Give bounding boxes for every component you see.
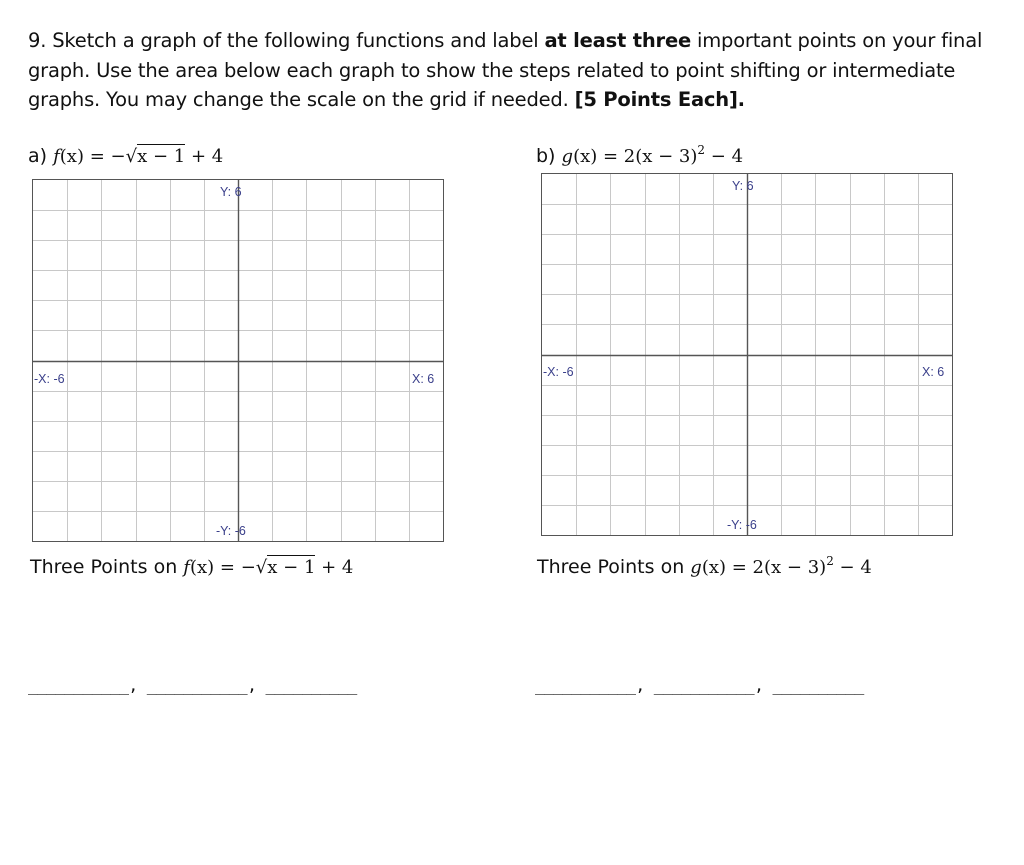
graph-b-y-min-label: -Y: -6 bbox=[727, 518, 757, 532]
problem-b-formula bbox=[561, 143, 744, 167]
points-label-b-exponent: 2 bbox=[826, 554, 834, 568]
graph-b-y-max-label: Y: 6 bbox=[732, 179, 754, 193]
problem-b-tail: − 4 bbox=[705, 146, 744, 167]
graph-a-grid bbox=[33, 180, 443, 541]
graph-b[interactable] bbox=[541, 173, 953, 536]
points-label-b-text: Three Points on bbox=[537, 556, 685, 578]
points-label-a-lhs: (x) = − bbox=[189, 557, 256, 578]
points-label-a-sqrt: √ bbox=[255, 557, 268, 578]
instructions-text-2: important points on your final graph. Use the area below each graph to show the steps related to point shifting or intermediate graphs. You may change the scale on the grid if needed. bbox=[28, 29, 983, 111]
problem-a-letter: a) bbox=[28, 145, 48, 167]
points-label-a-text: Three Points on bbox=[30, 556, 178, 578]
points-label-a-radicand: x − 1 bbox=[267, 557, 316, 578]
graph-a-y-max-label: Y: 6 bbox=[220, 185, 242, 199]
graph-a-y-min-label: -Y: -6 bbox=[216, 524, 246, 538]
problem-b-letter: b) bbox=[536, 145, 556, 167]
instructions-bold: at least three bbox=[544, 29, 691, 52]
points-label-a-fn: f bbox=[183, 557, 190, 578]
problem-a-label bbox=[28, 145, 223, 167]
instructions bbox=[28, 26, 988, 115]
problem-b-exponent: 2 bbox=[697, 143, 706, 157]
problem-a-radicand: x − 1 bbox=[137, 146, 186, 167]
points-label-b bbox=[537, 556, 872, 578]
problem-b-label bbox=[536, 145, 743, 167]
points-label-b-lhs: (x) = 2(x − 3) bbox=[701, 557, 827, 578]
graph-a-x-max-label: X: 6 bbox=[412, 372, 435, 386]
answer-blanks-b[interactable]: ___________, ___________, __________ bbox=[535, 676, 864, 695]
points-label-b-tail: − 4 bbox=[833, 557, 872, 578]
instructions-text-1: Sketch a graph of the following functions and label bbox=[52, 29, 539, 52]
points-label-b-fn: g bbox=[690, 557, 702, 578]
answer-blanks-a[interactable]: ___________, ___________, __________ bbox=[28, 676, 357, 695]
question-number: 9. bbox=[28, 29, 47, 52]
graph-b-x-max-label: X: 6 bbox=[922, 365, 945, 379]
points-label-a bbox=[30, 556, 353, 578]
problem-b-fn: g bbox=[561, 146, 574, 167]
problem-b-lhs: (x) = 2(x − 3) bbox=[573, 146, 698, 167]
graph-b-x-min-label: -X: -6 bbox=[543, 365, 574, 379]
problem-a-tail: + 4 bbox=[185, 146, 224, 167]
graph-a[interactable] bbox=[32, 179, 444, 542]
graph-a-x-min-label: -X: -6 bbox=[34, 372, 65, 386]
points-label-a-tail: + 4 bbox=[315, 557, 354, 578]
problem-a-lhs: (x) = − bbox=[59, 146, 126, 167]
sqrt-symbol: √ bbox=[125, 146, 138, 167]
points-note: [5 Points Each]. bbox=[574, 88, 745, 111]
graph-b-grid bbox=[542, 174, 952, 535]
problem-a-formula bbox=[53, 144, 223, 167]
problem-a-fn: f bbox=[53, 146, 60, 167]
